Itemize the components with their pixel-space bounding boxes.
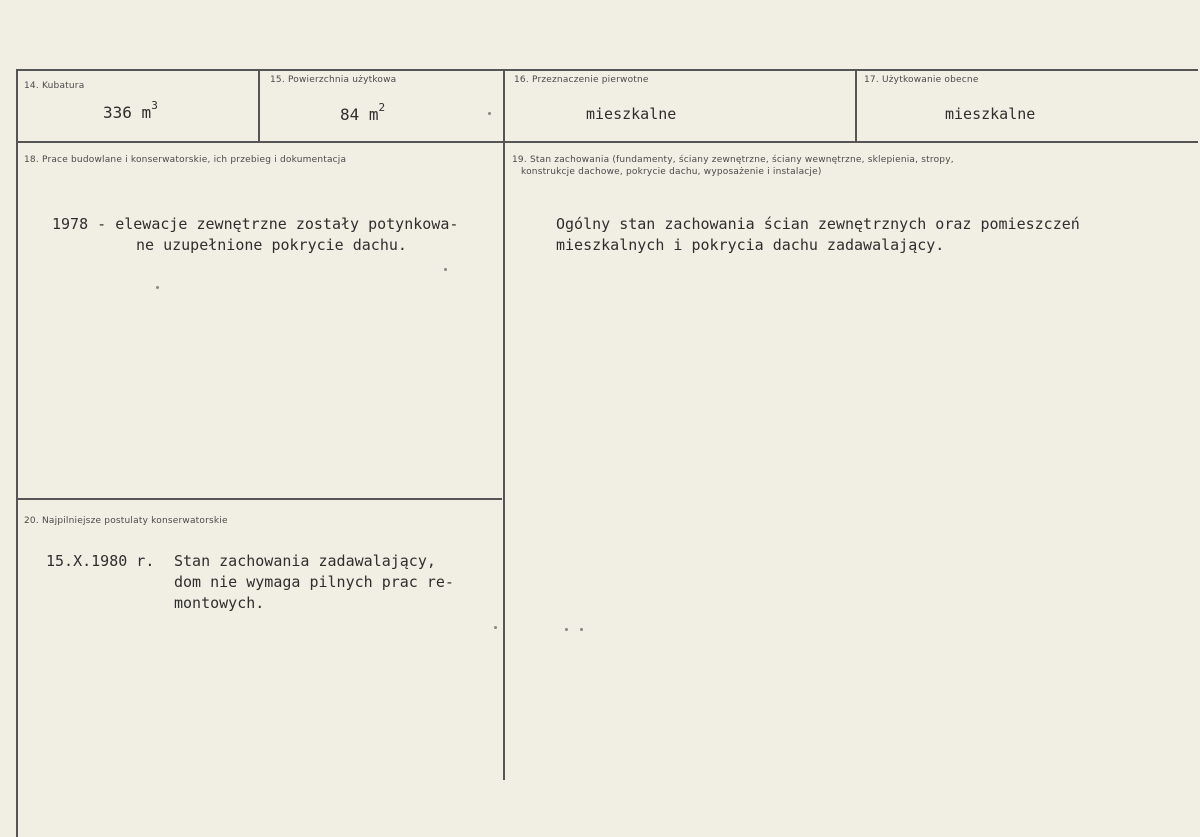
field-15-value bbox=[340, 101, 386, 127]
field-15-label: 15. Powierzchnia użytkowa bbox=[270, 75, 397, 85]
col-divider-14-15 bbox=[258, 69, 260, 142]
field-20-date: 15.X.1980 r. bbox=[46, 552, 155, 570]
paper-speck bbox=[580, 628, 583, 631]
field-14-label: 14. Kubatura bbox=[24, 81, 85, 91]
top-border bbox=[16, 69, 1198, 71]
field-20-line-1: Stan zachowania zadawalający, bbox=[174, 552, 436, 570]
col-divider-main bbox=[503, 69, 505, 780]
field-19-line-1: Ogólny stan zachowania ścian zewnętrznych oraz pomieszczeń bbox=[556, 215, 1080, 233]
field-14-value bbox=[103, 99, 158, 125]
field-16-value: mieszkalne bbox=[586, 105, 677, 123]
field-17-label: 17. Użytkowanie obecne bbox=[864, 75, 979, 85]
paper-speck bbox=[565, 628, 568, 631]
field-18-line-2: ne uzupełnione pokrycie dachu. bbox=[136, 236, 407, 254]
paper-speck bbox=[488, 112, 491, 115]
col-divider-16-17 bbox=[855, 69, 857, 142]
field-14-unit-exponent: 3 bbox=[151, 99, 158, 112]
field-15-number: 84 bbox=[340, 105, 360, 124]
row-divider-2 bbox=[16, 498, 502, 500]
field-20-label: 20. Najpilniejsze postulaty konserwatorskie bbox=[24, 516, 228, 526]
field-19-label-line-2: konstrukcje dachowe, pokrycie dachu, wyposażenie i instalacje) bbox=[521, 167, 822, 177]
field-20-line-2: dom nie wymaga pilnych prac re- bbox=[174, 573, 454, 591]
field-14-unit: m bbox=[141, 103, 152, 122]
field-15-unit: m bbox=[368, 105, 379, 124]
left-border bbox=[16, 69, 18, 837]
field-18-label: 18. Prace budowlane i konserwatorskie, ich przebieg i dokumentacja bbox=[24, 155, 347, 165]
field-15-unit-exponent: 2 bbox=[378, 101, 386, 114]
paper-speck bbox=[494, 626, 497, 629]
field-19-label-line-1: 19. Stan zachowania (fundamenty, ściany zewnętrzne, ściany wewnętrzne, sklepienia, stropy, bbox=[512, 155, 954, 165]
field-16-label: 16. Przeznaczenie pierwotne bbox=[514, 75, 649, 85]
field-20-line-3: montowych. bbox=[174, 594, 265, 612]
field-17-value: mieszkalne bbox=[945, 105, 1036, 123]
field-19-line-2: mieszkalnych i pokrycia dachu zadawalający. bbox=[556, 236, 945, 254]
row-divider-1 bbox=[16, 141, 1198, 143]
field-14-number: 336 bbox=[103, 103, 132, 122]
paper-speck bbox=[156, 286, 159, 289]
paper-speck bbox=[444, 268, 447, 271]
field-18-line-1: 1978 - elewacje zewnętrzne zostały potynkowa- bbox=[52, 215, 459, 233]
